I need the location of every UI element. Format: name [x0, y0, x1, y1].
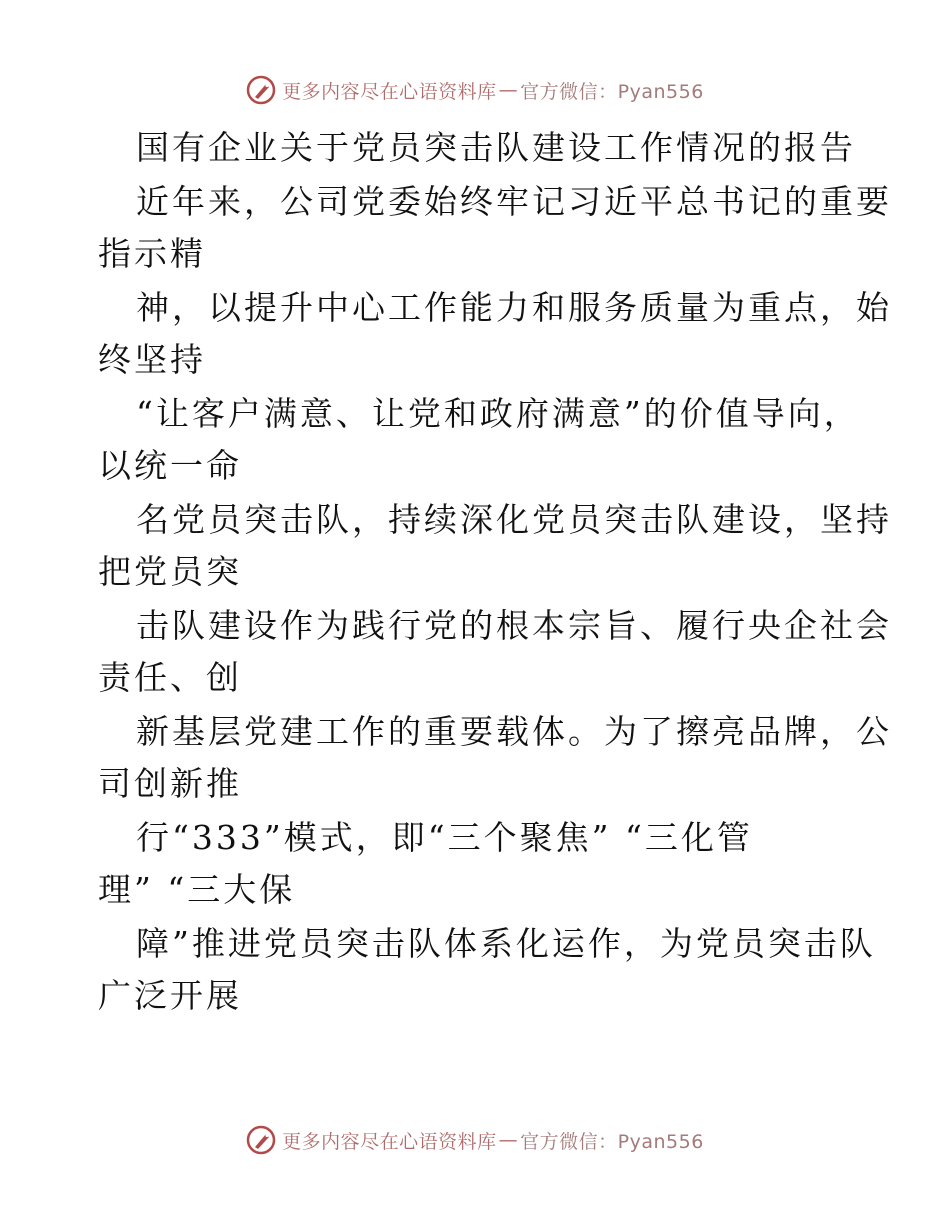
- paragraph-line: 障”推进党员突击队体系化运作，为党员突击队: [136, 924, 876, 963]
- paragraph-line: 击队建设作为践行党的根本宗旨、履行央企社会: [136, 606, 892, 645]
- paragraph-line: “让客户满意、让党和政府满意”的价值导向，: [136, 394, 860, 433]
- paragraph-line: 指示精: [98, 234, 206, 273]
- paragraph-line: 责任、创: [98, 658, 242, 697]
- paragraph-line: 行“333”模式，即“三个聚焦” “三化管: [136, 818, 753, 857]
- paragraph-line: 把党员突: [98, 552, 242, 591]
- paragraph-line: 理” “三大保: [98, 870, 296, 909]
- pen-nib-logo-icon: [246, 1125, 276, 1155]
- document-title: 国有企业关于党员突击队建设工作情况的报告: [136, 128, 856, 167]
- paragraph-line: 新基层党建工作的重要载体。为了擦亮品牌，公: [136, 712, 892, 751]
- paragraph-line: 司创新推: [98, 764, 242, 803]
- pen-nib-logo-icon: [246, 75, 276, 105]
- watermark-text: 更多内容尽在心语资料库: [282, 80, 497, 103]
- watermark-header: [0, 70, 950, 110]
- watermark-separator: —: [498, 79, 519, 101]
- watermark-separator: —: [498, 1129, 519, 1151]
- paragraph-line: 近年来，公司党委始终牢记习近平总书记的重要: [136, 182, 892, 221]
- paragraph-line: 神，以提升中心工作能力和服务质量为重点，始: [136, 288, 892, 327]
- document-body: [98, 122, 892, 1022]
- watermark-footer: [0, 1120, 950, 1160]
- paragraph-line: 广泛开展: [98, 976, 242, 1015]
- watermark-wechat: 官方微信：Pyan556: [520, 1130, 704, 1153]
- paragraph-line: 以统一命: [98, 446, 242, 485]
- watermark-text: 更多内容尽在心语资料库: [282, 1130, 497, 1153]
- paragraph-line: 名党员突击队，持续深化党员突击队建设，坚持: [136, 500, 892, 539]
- paragraph-line: 终坚持: [98, 340, 206, 379]
- watermark-wechat: 官方微信：Pyan556: [520, 80, 704, 103]
